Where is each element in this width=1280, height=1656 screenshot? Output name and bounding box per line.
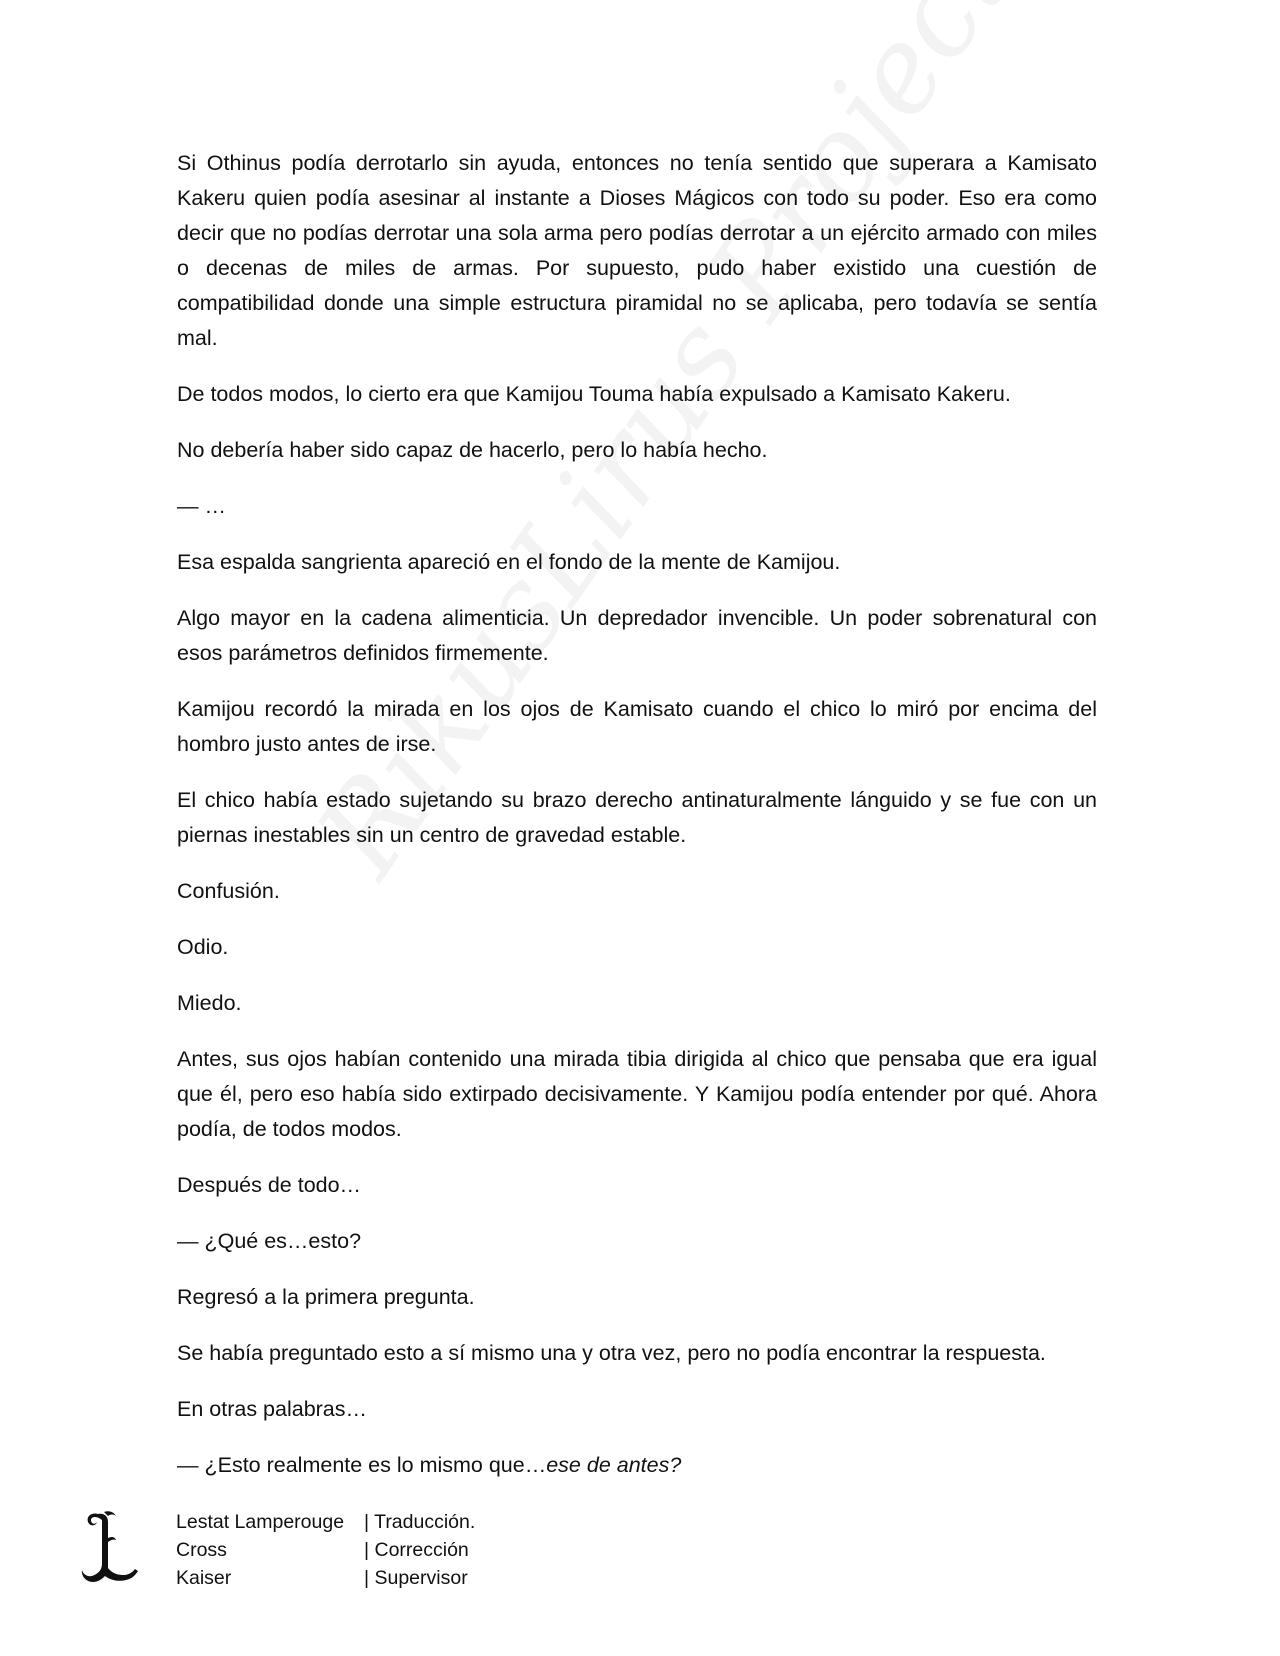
credit-row (176, 1536, 475, 1564)
body-text (177, 146, 1097, 1504)
credit-role: | Corrección (364, 1539, 469, 1561)
paragraph: Miedo. (177, 991, 242, 1015)
credits-list (176, 1508, 475, 1592)
credit-name: Lestat Lamperouge (176, 1511, 345, 1533)
credit-name: Kaiser (176, 1567, 232, 1589)
paragraph: — ¿Qué es…esto? (177, 1229, 362, 1253)
paragraph: Se había preguntado esto a sí mismo una y otra vez, pero no podía encontrar la respuesta. (177, 1341, 1046, 1365)
credit-role: | Supervisor (364, 1567, 468, 1589)
credit-role: | Traducción. (364, 1511, 476, 1533)
paragraph-plain-text: — ¿Esto realmente es lo mismo que… (177, 1453, 547, 1477)
paragraph: Esa espalda sangrienta apareció en el fondo de la mente de Kamijou. (177, 550, 841, 574)
paragraph-last (177, 1448, 1097, 1483)
paragraph: No debería haber sido capaz de hacerlo, pero lo había hecho. (177, 438, 768, 462)
paragraph: Kamijou recordó la mirada en los ojos de Kamisato cuando el chico lo miró por encima del hombro justo antes de irse. (177, 697, 1097, 756)
paragraph: Si Othinus podía derrotarlo sin ayuda, entonces no tenía sentido que superara a Kamisato Kakeru quien podía asesinar al instante a Dioses Mágicos con todo su poder. Eso era como decir que no podías derrotar una sola arma pero podías derrotar a un ejército armado con miles o decenas de miles de armas. Por supuesto, pudo haber existido una cuestión de compatibilidad donde una simple estructura piramidal no se aplicaba, pero todavía se sentía mal. (177, 151, 1097, 350)
paragraph: Regresó a la primera pregunta. (177, 1285, 475, 1309)
credit-row (176, 1564, 475, 1592)
paragraph: Confusión. (177, 879, 280, 903)
credits-footer (78, 1508, 678, 1608)
paragraph: En otras palabras… (177, 1397, 368, 1421)
paragraph: Algo mayor en la cadena alimenticia. Un depredador invencible. Un poder sobrenatural con esos parámetros definidos firmemente. (177, 606, 1097, 665)
paragraph: Después de todo… (177, 1173, 362, 1197)
paragraph: Odio. (177, 935, 229, 959)
paragraph: Antes, sus ojos habían contenido una mirada tibia dirigida al chico que pensaba que era igual que él, pero eso había sido extirpado decisivamente. Y Kamijou podía entender por qué. Ahora podía, de todos modos. (177, 1047, 1097, 1141)
gothic-l-logo-icon (78, 1508, 140, 1586)
paragraph-italic-text: ese de antes? (546, 1453, 682, 1477)
paragraph: De todos modos, lo cierto era que Kamijou Touma había expulsado a Kamisato Kakeru. (177, 382, 1011, 406)
paragraph: El chico había estado sujetando su brazo derecho antinaturalmente lánguido y se fue con un piernas inestables sin un centro de gravedad estable. (177, 788, 1097, 847)
credit-name: Cross (176, 1539, 227, 1561)
credit-row (176, 1508, 475, 1536)
paragraph: — … (177, 494, 226, 518)
